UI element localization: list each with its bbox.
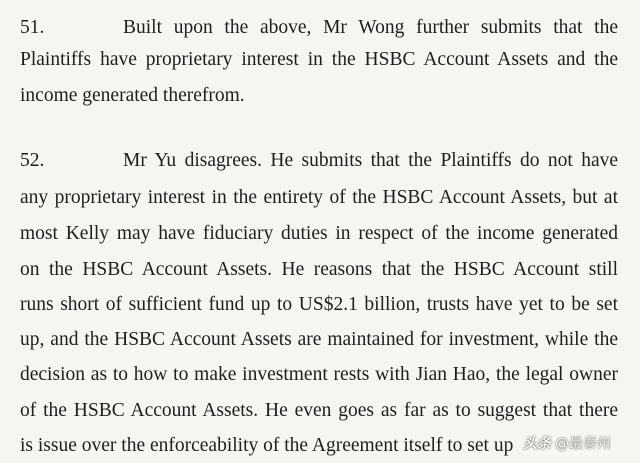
- watermark: [519, 430, 615, 456]
- paragraph-51-line-1: [20, 17, 618, 39]
- paragraph-52-line-8: of the HSBC Account Assets. He even goes as far as to suggest that there: [20, 400, 618, 421]
- watermark-brand: 头条: [523, 436, 551, 452]
- paragraph-52-line-2: any proprietary interest in the entirety of the HSBC Account Assets, but at: [20, 187, 618, 208]
- paragraph-number: 52.: [20, 150, 45, 171]
- paragraph-text: Built upon the above, Mr Wong further submits that the: [123, 17, 618, 38]
- paragraph-text: Mr Yu disagrees. He submits that the Plaintiffs do not have: [123, 150, 618, 171]
- paragraph-51-line-3: income generated therefrom.: [20, 85, 245, 106]
- paragraph-52-line-9: is issue over the enforceability of the Agreement itself to set up: [20, 435, 514, 456]
- paragraph-52-line-3: most Kelly may have fiduciary duties in respect of the income generated: [20, 223, 618, 244]
- watermark-handle: @最泰州: [555, 436, 611, 452]
- paragraph-52-line-1: [20, 150, 618, 172]
- paragraph-51-line-2: Plaintiffs have proprietary interest in the HSBC Account Assets and the: [20, 49, 618, 70]
- paragraph-52-line-6: up, and the HSBC Account Assets are maintained for investment, while the: [20, 329, 618, 350]
- paragraph-number: 51.: [20, 17, 45, 38]
- paragraph-52-line-4: on the HSBC Account Assets. He reasons that the HSBC Account still: [20, 259, 618, 280]
- paragraph-52-line-7: decision as to how to make investment rests with Jian Hao, the legal owner: [20, 364, 618, 385]
- paragraph-52-line-5: runs short of sufficient fund up to US$2.1 billion, trusts have yet to be set: [20, 294, 618, 315]
